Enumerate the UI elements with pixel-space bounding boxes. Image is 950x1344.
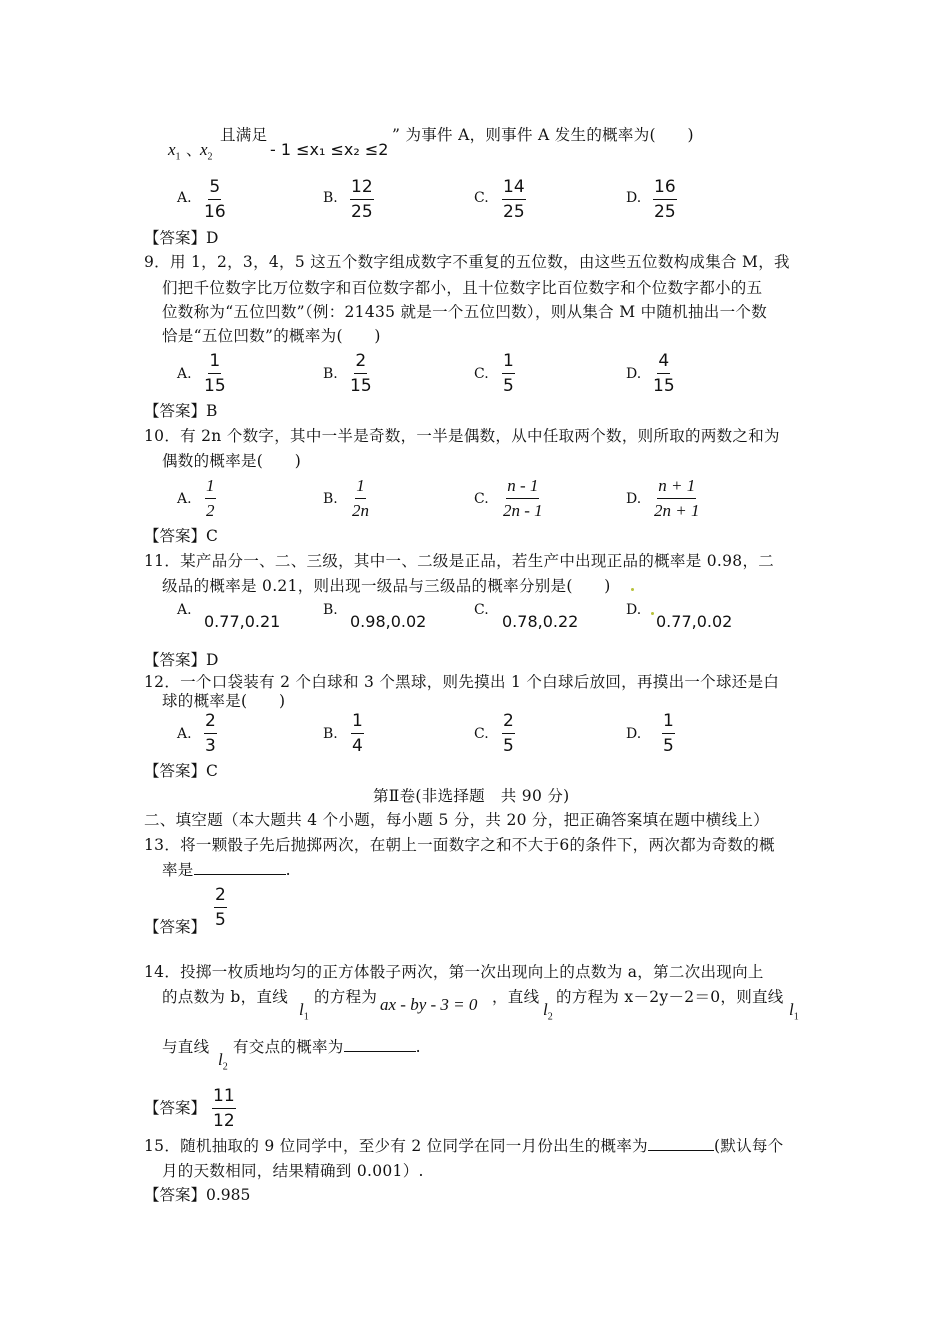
q13-answer-label: 【答案】 xyxy=(144,918,207,936)
q8-text-event: ” 为事件 A，则事件 A 发生的概率为( ) xyxy=(392,126,694,144)
option-b-label: B. xyxy=(323,726,338,742)
q8-answer: 【答案】D xyxy=(144,229,219,247)
q13-line-1: 13．将一颗骰子先后抛掷两次，在朝上一面数字之和不大于6的条件下，两次都为奇数的概 xyxy=(144,836,775,854)
option-a-fraction: $\frac{1}{15}$ xyxy=(204,351,226,396)
line-l1: $l_1$ xyxy=(299,1000,309,1023)
equation-l1: ax - by - 3 = 0 xyxy=(380,995,478,1014)
option-d-label: D. xyxy=(626,491,642,507)
q14-answer-label: 【答案】 xyxy=(144,1099,207,1117)
q15-line-2: 月的天数相同，结果精确到 0.001）. xyxy=(162,1162,424,1180)
line-l1-ref: $l_1$ xyxy=(789,1000,799,1023)
q9-answer: 【答案】B xyxy=(144,402,218,420)
option-a-fraction: $\frac{1}{2}$ xyxy=(206,476,215,520)
line-l2-ref: $l_2$ xyxy=(218,1050,228,1073)
option-c-fraction: $\frac{2}{5}$ xyxy=(503,711,514,756)
q14-line-1: 14．投掷一枚质地均匀的正方体骰子两次，第一次出现向上的点数为 a，第二次出现向上 xyxy=(144,963,764,981)
option-a-value: 0.77,0.21 xyxy=(204,612,281,631)
q11-line-2: 级品的概率是 0.21，则出现一级品与三级品的概率分别是( ) xyxy=(162,577,611,595)
q11-line-1: 11．某产品分一、二、三级，其中一、二级是正品，若生产中出现正品的概率是 0.98，二 xyxy=(144,552,775,570)
option-b-label: B. xyxy=(323,366,338,382)
option-a-label: A. xyxy=(177,190,192,206)
q12-line-1: 12．一个口袋装有 2 个白球和 3 个黑球，则先摸出 1 个白球后放回，再摸出一个球还是白 xyxy=(144,673,780,691)
option-c-fraction: $\frac{n - 1}{2n - 1}$ xyxy=(503,476,543,520)
option-c-value: 0.78,0.22 xyxy=(502,612,579,631)
option-a-fraction: $\frac{5}{16}$ xyxy=(204,177,226,222)
option-a-label: A. xyxy=(177,366,192,382)
q10-line-2: 偶数的概率是( ) xyxy=(162,452,302,470)
option-b-fraction: $\frac{1}{2n}$ xyxy=(352,476,369,520)
answer-blank xyxy=(648,1136,714,1151)
option-d-label: D. xyxy=(626,726,642,742)
option-c-label: C. xyxy=(474,366,489,382)
option-c-label: C. xyxy=(474,726,489,742)
q13-answer-fraction: $\frac{2}{5}$ xyxy=(215,885,226,930)
option-c-fraction: $\frac{1}{5}$ xyxy=(503,351,514,396)
option-a-label: A. xyxy=(177,726,192,742)
option-b-value: 0.98,0.02 xyxy=(350,612,427,631)
q12-answer: 【答案】C xyxy=(144,762,218,780)
option-c-label: C. xyxy=(474,602,489,618)
document-page: $x_1$ 、 $x_2$ 且满足 - 1 ≤x₁ ≤x₂ ≤2 ” 为事件 A，则事件 A 发生的概率为( ) A. $\frac{5}{16}$ B. $\frac{12}{25}$ C. $\frac{14}{25}$ D. $\frac{16}{25}$ 【答案】D 9．用 1，2，3，4，5 这五个数字组成数字不重复的五位数，由这些五位数构成集合 M，我 们把千位数字比万位数字和百位数字都小，且十位数字比百位数字和个位数字都小的五 位数称为“五位凹数”（例：21435 就是一个五位凹数），则从集合 M 中随机抽出一个数 恰是“五位凹数”的概率为( ) A. $\frac{1}{15}$ B. $\frac{2}{15}$ C. $\frac{1}{5}$ D. $\frac{4}{15}$ 【答案】B 10．有 2n 个数字，其中一半是奇数，一半是偶数，从中任取两个数，则所取的两数之和为 偶数的概率是( ) A. $\frac{1}{2}$ B. $\frac{1}{2n}$ C. $\frac{n - 1}{2n - 1}$ D. $\frac{n + 1}{2n + 1}$ 【答案】C 11．某产品分一、二、三级，其中一、二级是正品，若生产中出现正品的概率是 0.98，二 级品的概率是 0.21，则出现一级品与三级品的概率分别是( ) A. 0.77,0.21 B. 0.98,0.02 C. 0.78,0.22 D. 0.77,0.02 【答案】D 12．一个口袋装有 2 个白球和 3 个黑球，则先摸出 1 个白球后放回，再摸出一个球还是白 球的概率是( ) A. $\frac{2}{3}$ B. $\frac{1}{4}$ C. $\frac{2}{5}$ D. $\frac{1}{5}$ 【答案】C 第Ⅱ卷(非选择题 共 90 分) 二、填空题（本大题共 4 个小题，每小题 5 分，共 20 分，把正确答案填在题中横线上） 13．将一颗骰子先后抛掷两次，在朝上一面数字之和不大于6的条件下，两次都为奇数的概 率是 . 【答案】 $\frac{2}{5}$ 14．投掷一枚质地均匀的正方体骰子两次，第一次出现向上的点数为 a，第二次出现向上 的点数为 b，直线 $l_1$ 的方程为 ax - by - 3 = 0 ，直线 $l_2$ 的方程为 x－2y－2＝0，则直线 $l_1$ 与直线 $l_2$ 有交点的概率为 . 【答案】 $\frac{11}{12}$ 15．随机抽取的 9 位同学中，至少有 2 位同学在同一月份出生的概率为 (默认每个 月的天数相同，结果精确到 0.001）. 【答案】0.985 xyxy=(144,126,799,1204)
q10-line-1: 10．有 2n 个数字，其中一半是奇数，一半是偶数，从中任取两个数，则所取的两数之和为 xyxy=(144,427,780,445)
separator: 、 xyxy=(186,141,202,159)
answer-blank xyxy=(194,860,286,875)
option-d-label: D. xyxy=(626,366,642,382)
q12-line-2: 球的概率是( ) xyxy=(162,692,286,710)
q9-line-2: 们把千位数字比万位数字和百位数字都小，且十位数字比百位数字和个位数字都小的五 xyxy=(162,279,763,297)
option-d-fraction: $\frac{16}{25}$ xyxy=(654,177,676,222)
option-b-fraction: $\frac{2}{15}$ xyxy=(350,351,372,396)
line-l2: $l_2$ xyxy=(543,1000,553,1023)
q9-line-1: 9．用 1，2，3，4，5 这五个数字组成数字不重复的五位数，由这些五位数构成集合 M，我 xyxy=(144,253,790,271)
option-d-value: 0.77,0.02 xyxy=(656,612,733,631)
option-b-label: B. xyxy=(323,602,338,618)
q13-line-2: 率是 . xyxy=(162,861,291,879)
q8-text-satisfy: 且满足 xyxy=(220,126,268,144)
option-d-label: D. xyxy=(626,602,642,618)
q9-line-3: 位数称为“五位凹数”（例：21435 就是一个五位凹数），则从集合 M 中随机抽出一个数 xyxy=(162,303,768,321)
section-heading: 二、填空题（本大题共 4 个小题，每小题 5 分，共 20 分，把正确答案填在题中横线上） xyxy=(144,811,770,829)
var-x2: $x_2$ xyxy=(200,140,213,163)
option-a-label: A. xyxy=(177,602,192,618)
option-b-label: B. xyxy=(323,190,338,206)
option-d-fraction: $\frac{4}{15}$ xyxy=(653,351,675,396)
option-d-fraction: $\frac{1}{5}$ xyxy=(663,711,674,756)
option-b-fraction: $\frac{12}{25}$ xyxy=(351,177,373,222)
var-x1: $x_1$ xyxy=(168,140,181,163)
stray-dot xyxy=(651,612,654,615)
stray-dot xyxy=(631,588,634,591)
q8-condition: - 1 ≤x₁ ≤x₂ ≤2 xyxy=(270,140,389,159)
q10-answer: 【答案】C xyxy=(144,527,218,545)
option-d-fraction: $\frac{n + 1}{2n + 1}$ xyxy=(654,476,700,520)
q11-answer: 【答案】D xyxy=(144,651,219,669)
option-d-label: D. xyxy=(626,190,642,206)
q9-line-4: 恰是“五位凹数”的概率为( ) xyxy=(162,327,381,345)
option-c-label: C. xyxy=(474,491,489,507)
option-a-fraction: $\frac{2}{3}$ xyxy=(205,711,216,756)
answer-blank xyxy=(344,1037,416,1052)
q14-answer-fraction: $\frac{11}{12}$ xyxy=(213,1086,235,1131)
option-c-fraction: $\frac{14}{25}$ xyxy=(503,177,525,222)
q15-answer: 【答案】0.985 xyxy=(144,1186,251,1204)
option-b-fraction: $\frac{1}{4}$ xyxy=(352,711,363,756)
q15-line-1: 15．随机抽取的 9 位同学中，至少有 2 位同学在同一月份出生的概率为 (默认每个 xyxy=(144,1137,784,1155)
option-b-label: B. xyxy=(323,491,338,507)
option-c-label: C. xyxy=(474,190,489,206)
option-a-label: A. xyxy=(177,491,192,507)
section-title: 第Ⅱ卷(非选择题 共 90 分) xyxy=(373,787,570,805)
